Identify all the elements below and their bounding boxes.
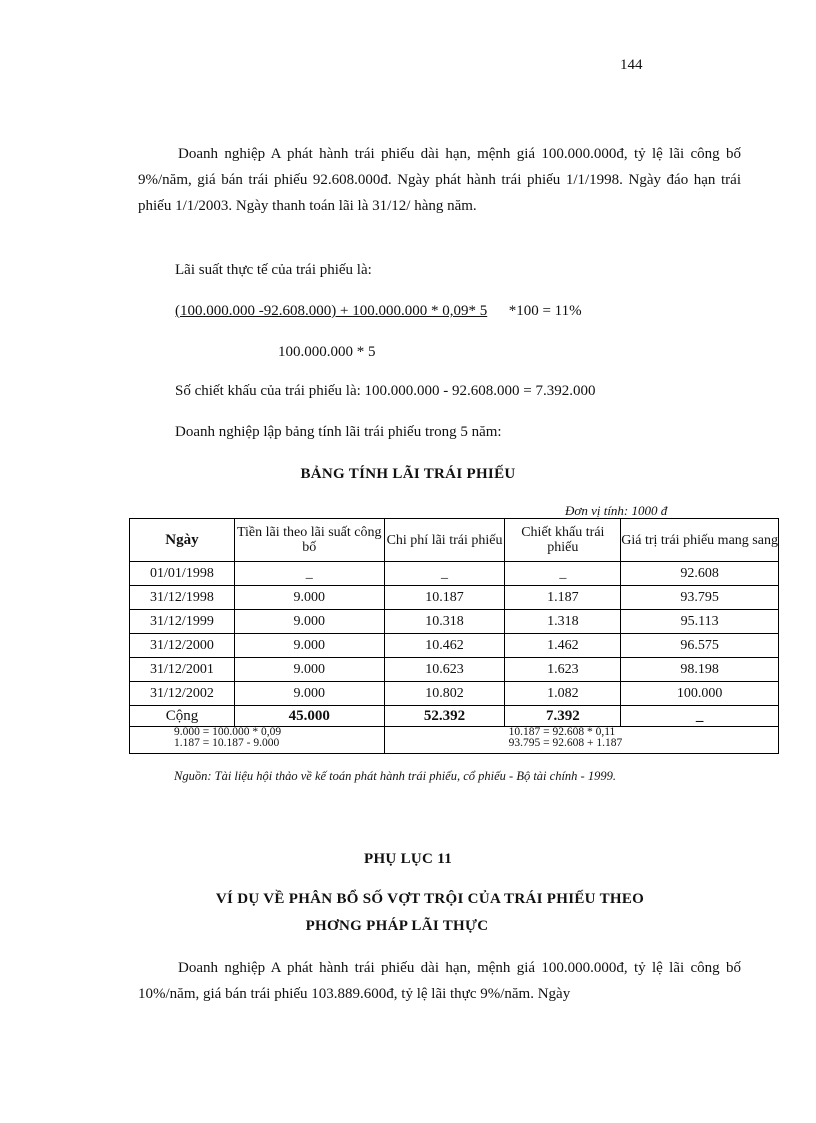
appendix-paragraph-text: Doanh nghiệp A phát hành trái phiếu dài hạn, mệnh giá 100.000.000đ, tỷ lệ lãi công bố 10%/năm, giá bán trái phiếu 103.889.600đ, tỷ lệ lãi thực 9%/năm. Ngày (138, 960, 741, 1002)
table-cell: 9.000 (234, 634, 384, 658)
note-left-2: 1.187 = 10.187 - 9.000 (174, 737, 280, 749)
appendix-paragraph (138, 955, 741, 1007)
total-interest-expense: 52.392 (384, 706, 505, 727)
header-carrying-value: Giá trị trái phiếu mang sang (621, 519, 779, 562)
intro-paragraph-text: Doanh nghiệp A phát hành trái phiếu dài hạn, mệnh giá 100.000.000đ, tỷ lệ lãi công bố 9%/năm, giá bán trái phiếu 92.608.000đ. Ngày phát hành trái phiếu 1/1/1998. Ngày đáo hạn trái phiếu 1/1/2003. Ngày thanh toán lãi là 31/12/ hàng năm. (138, 146, 741, 214)
table-cell: _ (384, 562, 505, 586)
table-cell: 93.795 (621, 586, 779, 610)
formula-denominator: 100.000.000 * 5 (278, 344, 376, 360)
table-row (130, 562, 779, 586)
table-row (130, 610, 779, 634)
note-right-2: 93.795 = 92.608 + 1.187 (508, 737, 623, 749)
header-interest-expense: Chi phí lãi trái phiếu (384, 519, 505, 562)
table-cell: _ (234, 562, 384, 586)
interest-rate-label: Lãi suất thực tế của trái phiếu là: (175, 262, 372, 278)
table-cell: 10.318 (384, 610, 505, 634)
table-cell: 10.802 (384, 682, 505, 706)
notes-left (130, 727, 385, 754)
total-label: Cộng (130, 706, 235, 727)
table-row (130, 658, 779, 682)
table-cell: 10.187 (384, 586, 505, 610)
table-cell: 01/01/1998 (130, 562, 235, 586)
table-row (130, 634, 779, 658)
intro-paragraph (138, 141, 741, 219)
table-cell: 100.000 (621, 682, 779, 706)
table-cell: 31/12/1999 (130, 610, 235, 634)
table-cell: 9.000 (234, 610, 384, 634)
header-discount: Chiết khấu trái phiếu (505, 519, 621, 562)
table-cell: 9.000 (234, 658, 384, 682)
table-cell: 9.000 (234, 682, 384, 706)
source-note-text: Nguồn: Tài liệu hội thảo về kế toán phát hành trái phiếu, cổ phiếu - Bộ tài chính - 1999. (174, 769, 616, 783)
table-notes-row (130, 727, 779, 754)
table-total-row (130, 706, 779, 727)
table-title: BẢNG TÍNH LÃI TRÁI PHIẾU (300, 466, 516, 482)
page-number: 144 (620, 57, 643, 73)
appendix-subtitle-1: VÍ DỤ VỀ PHÂN BỔ SỐ VỢT TRỘI CỦA TRÁI PHIẾU THEO (215, 891, 645, 907)
table-cell: 1.462 (505, 634, 621, 658)
table-cell: 1.318 (505, 610, 621, 634)
formula-result: *100 = 11% (508, 303, 582, 319)
table-cell: 96.575 (621, 634, 779, 658)
note-left-1: 9.000 = 100.000 * 0,09 (174, 726, 282, 738)
table-cell: 31/12/2002 (130, 682, 235, 706)
source-note (138, 768, 748, 784)
table-row (130, 586, 779, 610)
table-cell: 1.623 (505, 658, 621, 682)
interest-table (129, 518, 779, 754)
table-cell: 98.198 (621, 658, 779, 682)
table-header-row (130, 519, 779, 562)
interest-formula (175, 303, 582, 320)
total-carrying-value: _ (621, 706, 779, 727)
table-cell: 1.082 (505, 682, 621, 706)
table-intro: Doanh nghiệp lập bảng tính lãi trái phiếu trong 5 năm: (175, 424, 502, 440)
table-cell: _ (505, 562, 621, 586)
appendix-subtitle-2: PHƠNG PHÁP LÃI THỰC (305, 918, 489, 934)
unit-label: Đơn vị tính: 1000 đ (565, 503, 668, 518)
notes-right (384, 727, 778, 754)
header-stated-interest: Tiền lãi theo lãi suất công bố (234, 519, 384, 562)
header-date: Ngày (130, 519, 235, 562)
table-cell: 31/12/2001 (130, 658, 235, 682)
table-cell: 9.000 (234, 586, 384, 610)
table-row (130, 682, 779, 706)
table-cell: 31/12/2000 (130, 634, 235, 658)
formula-numerator: (100.000.000 -92.608.000) + 100.000.000 * 0,09* 5 (175, 303, 488, 319)
note-right-1: 10.187 = 92.608 * 0,11 (508, 726, 616, 738)
table-cell: 10.462 (384, 634, 505, 658)
appendix-title: PHỤ LỤC 11 (363, 851, 452, 867)
table-cell: 1.187 (505, 586, 621, 610)
table-cell: 10.623 (384, 658, 505, 682)
table-cell: 92.608 (621, 562, 779, 586)
table-cell: 31/12/1998 (130, 586, 235, 610)
table-cell: 95.113 (621, 610, 779, 634)
discount-line: Số chiết khấu của trái phiếu là: 100.000.000 - 92.608.000 = 7.392.000 (175, 383, 596, 399)
total-stated-interest: 45.000 (234, 706, 384, 727)
total-discount: 7.392 (505, 706, 621, 727)
